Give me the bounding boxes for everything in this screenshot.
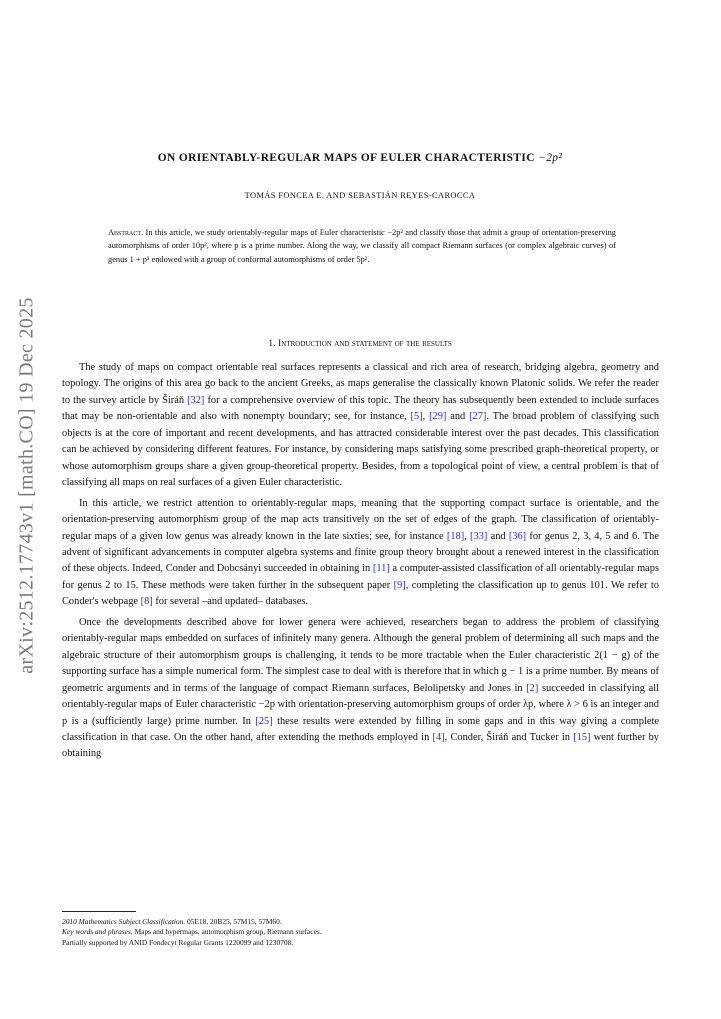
paragraph-text: , — [422, 411, 430, 423]
citation-link[interactable]: [29] — [429, 411, 447, 423]
paragraph-text: . The broad problem of classifying such objects is at the core of important and recent developments, and has attracted considerable interest over the past decades. This classification can be achieved by considering different features. For instance, by considering maps satisfying some prescribed graph-theoretical property, or whose automorphism groups share a given group-theoretical property. Besides, from a topological point of view, a central problem is that of classifying all maps on real surfaces of a given Euler characteristic. — [62, 411, 660, 489]
paragraph-text: succeeded in classifying all orientably-regular maps of Euler characteristic −2p with orientation-preserving automorphism groups of order λp, where λ > 6 is an integer and p is a (sufficiently large) prime number. In — [62, 682, 659, 727]
citation-link[interactable]: [2] — [526, 682, 539, 694]
paragraph-text: The study of maps on compact orientable real surfaces represents a classical and rich area of research, bridging algebra, geometry and topology. The origins of this area go back to the ancient Greeks, as maps generalise the classically known Platonic solids. We refer the reader to the survey article by Širáň — [62, 362, 659, 406]
arxiv-side-stamp — [4, 285, 50, 685]
footnote-label: Key words and phrases. — [62, 927, 133, 937]
paper-authors: TOMÁS FONCEA E. AND SEBASTIÁN REYES-CAROCCA — [244, 191, 476, 200]
footnote — [62, 927, 659, 937]
paragraph-text: , completing the classification up to genus 101. We refer to Conder's webpage — [62, 579, 659, 608]
footnotes — [62, 917, 659, 948]
paragraph-text: , — [464, 530, 471, 542]
section-number: 1. — [268, 338, 276, 349]
paper-title-math: −2p² — [538, 152, 563, 164]
citation-link[interactable]: [4] — [432, 731, 445, 743]
citation-link[interactable]: [18] — [446, 530, 465, 542]
paragraph — [62, 360, 659, 492]
footnote — [62, 938, 659, 948]
paragraph — [62, 496, 659, 611]
citation-link[interactable]: [33] — [470, 530, 488, 542]
footnote-label: 2010 Mathematics Subject Classification. — [62, 917, 186, 926]
paragraph-text: these results were extended by filling in some gaps and in this way giving a complete classification in that case. On the other hand, after extending the methods employed in — [62, 715, 659, 743]
paragraph-text: for several –and updated– databases. — [152, 596, 308, 608]
footnote — [62, 917, 659, 927]
citation-link[interactable]: [5] — [410, 411, 423, 423]
citation-link[interactable]: [9] — [393, 579, 406, 591]
paragraph — [62, 615, 659, 763]
paragraph-text: Once the developments described above for lower genera were achieved, researchers began to address the problem of classifying orientably-regular maps embedded on surfaces of infinitely many genera. Although the general problem of determining all such maps and the algebraic structure of their automorphism groups is challenging, it tends to be more tractable when the Euler characteristic 2(1 − g) of the supporting surface has a simple numerical form. The simplest case to deal with is therefore that in which g − 1 is a prime number. By means of geometric arguments and in terms of the language of compact Riemann surfaces, Belolipetsky and Jones in — [62, 616, 659, 694]
paper-title-text: ON ORIENTABLY-REGULAR MAPS OF EULER CHARACTERISTIC — [157, 152, 539, 164]
paragraph-text: and — [487, 530, 509, 542]
abstract-text: In this article, we study orientably-regular maps of Euler characteristic −2p² and classify those that admit a group of orientation-preserving automorphisms of order 10p², where p is a prime number. Along the way, we classify all compact Riemann surfaces (or complex algebraic curves) of genus 1 + p² endowed with a group of conformal automorphisms of order 5p². — [108, 228, 616, 264]
paragraph-text: In this article, we restrict attention to orientably-regular maps, meaning that the supporting compact surface is orientable, and the orientation-preserving automorphism group of the map acts transitively on the set of edges of the graph. The classification of orientably-regular maps of a given low genus was already known in the late sixties; see, for instance — [62, 497, 659, 542]
paper-title — [60, 152, 660, 164]
footnote-divider — [62, 911, 136, 912]
paragraph-text: for genus 2, 3, 4, 5 and 6. The advent of significant advancements in computer algebra systems and finite group theory brought about a renewed interest in the classification of these objects. Indeed, Conder and Dobcsányi succeeded in obtaining in — [62, 530, 659, 575]
paragraph-text: , Conder, Širáň and Tucker in — [444, 731, 574, 743]
paragraph-text: and — [446, 411, 470, 423]
footnote-text: Maps and hypermaps, automorphism group, Riemann surfaces. — [132, 927, 322, 937]
citation-link[interactable]: [36] — [508, 530, 527, 542]
footnote-text: 05E18, 20B25, 57M15, 57M60. — [185, 917, 282, 926]
section-title: Introduction and statement of the results — [278, 338, 452, 349]
citation-link[interactable]: [11] — [372, 563, 390, 575]
section-heading — [60, 338, 660, 349]
footnote-text: Partially supported by ANID Fondecyt Regular Grants 1220099 and 1230708. — [62, 937, 294, 947]
paragraph-text: a computer-assisted classification of all orientably-regular maps for genus 2 to 15. These methods were taken further in the subsequent paper — [62, 563, 659, 591]
citation-link[interactable]: [15] — [573, 731, 591, 743]
paragraph-text: for a comprehensive overview of this topic. The theory has subsequently been extended to include surfaces that may be non-orientable and also with nonempty boundary; see, for instance, — [62, 394, 659, 423]
citation-link[interactable]: [27] — [469, 411, 487, 423]
citation-link[interactable]: [8] — [140, 596, 153, 608]
body-text — [62, 360, 659, 767]
abstract — [108, 226, 616, 266]
arxiv-identifier: arXiv:2512.17743v1 [math.CO] 19 Dec 2025 — [15, 296, 38, 674]
paragraph-text: went further by obtaining — [62, 731, 660, 760]
citation-link[interactable]: [32] — [187, 394, 205, 406]
abstract-label: Abstract. — [108, 228, 144, 237]
citation-link[interactable]: [25] — [255, 715, 273, 727]
